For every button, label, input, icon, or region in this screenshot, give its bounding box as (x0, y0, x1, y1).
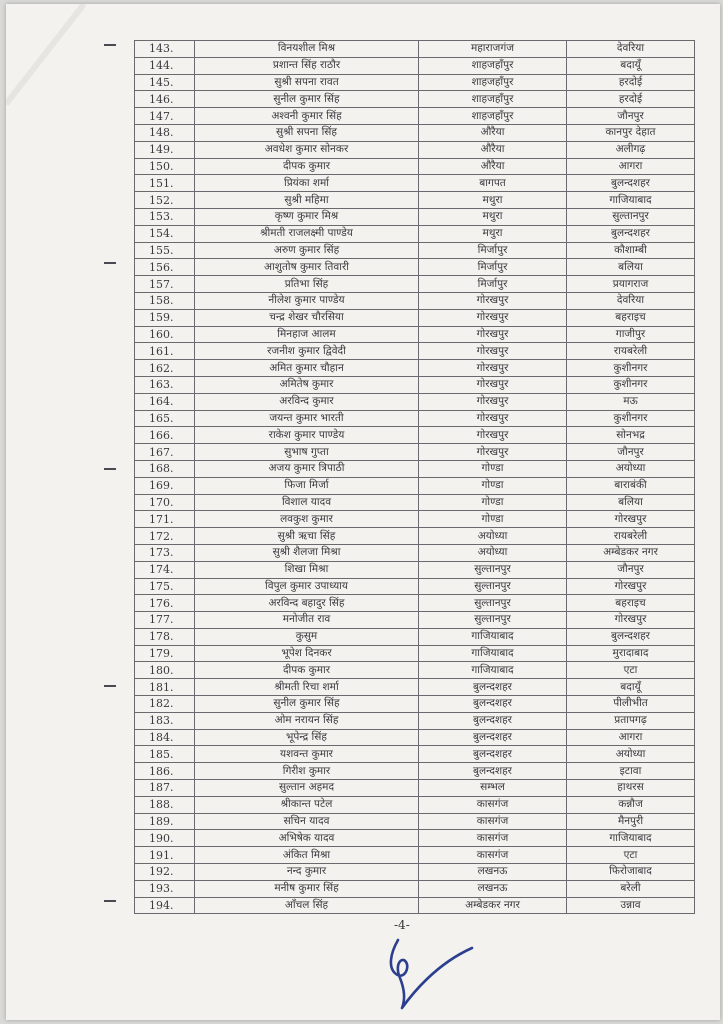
serial-number-cell: 156. (135, 259, 195, 276)
transferred-district-cell: गोरखपुर (567, 578, 695, 595)
transferred-district-cell: गोरखपुर (567, 612, 695, 629)
transferred-district-cell: एटा (567, 662, 695, 679)
transferred-district-cell: मैनपुरी (567, 813, 695, 830)
employee-name-cell: विपुल कुमार उपाध्याय (195, 578, 419, 595)
transferred-district-cell: देवरिया (567, 41, 695, 58)
table-row (135, 595, 695, 612)
transferred-district-cell: बलिया (567, 494, 695, 511)
current-district-cell: गोण्डा (419, 477, 567, 494)
transferred-district-cell: बुलन्दशहर (567, 175, 695, 192)
employee-name-cell: भूपेन्द्र सिंह (195, 729, 419, 746)
current-district-cell: गोरखपुर (419, 444, 567, 461)
current-district-cell: बुलन्दशहर (419, 729, 567, 746)
table-row (135, 41, 695, 58)
employee-name-cell: दीपक कुमार (195, 662, 419, 679)
employee-name-cell: मनीष कुमार सिंह (195, 880, 419, 897)
serial-number-cell: 170. (135, 494, 195, 511)
signature (376, 934, 486, 1014)
employee-name-cell: जयन्त कुमार भारती (195, 410, 419, 427)
margin-tick-mark (104, 900, 116, 902)
serial-number-cell: 187. (135, 780, 195, 797)
serial-number-cell: 150. (135, 158, 195, 175)
employee-name-cell: अभिषेक यादव (195, 830, 419, 847)
current-district-cell: गोण्डा (419, 460, 567, 477)
serial-number-cell: 153. (135, 208, 195, 225)
table-row (135, 141, 695, 158)
serial-number-cell: 149. (135, 141, 195, 158)
serial-number-cell: 183. (135, 712, 195, 729)
table-row (135, 427, 695, 444)
current-district-cell: अयोध्या (419, 544, 567, 561)
current-district-cell: मथुरा (419, 208, 567, 225)
current-district-cell: लखनऊ (419, 864, 567, 881)
employee-name-cell: अरविन्द बहादुर सिंह (195, 595, 419, 612)
current-district-cell: कासगंज (419, 796, 567, 813)
page-fold-crease (6, 4, 86, 114)
employee-name-cell: दीपक कुमार (195, 158, 419, 175)
table-row (135, 511, 695, 528)
transferred-district-cell: बुलन्दशहर (567, 225, 695, 242)
employee-name-cell: अरुण कुमार सिंह (195, 242, 419, 259)
employee-name-cell: सुश्री सपना रावत (195, 74, 419, 91)
table-row (135, 864, 695, 881)
employee-name-cell: शिखा मिश्रा (195, 561, 419, 578)
table-row (135, 74, 695, 91)
current-district-cell: लखनऊ (419, 880, 567, 897)
table-row (135, 696, 695, 713)
transferred-district-cell: कौशाम्बी (567, 242, 695, 259)
table-row (135, 830, 695, 847)
employee-name-cell: अजय कुमार त्रिपाठी (195, 460, 419, 477)
transferred-district-cell: कुशीनगर (567, 410, 695, 427)
serial-number-cell: 162. (135, 360, 195, 377)
margin-tick-mark (104, 262, 116, 264)
transfer-list-body (135, 41, 695, 914)
table-row (135, 763, 695, 780)
serial-number-cell: 173. (135, 544, 195, 561)
employee-name-cell: अरविन्द कुमार (195, 393, 419, 410)
serial-number-cell: 152. (135, 192, 195, 209)
page-number: -4- (394, 918, 410, 932)
transferred-district-cell: बदायूँ (567, 57, 695, 74)
employee-name-cell: सुश्री सपना सिंह (195, 124, 419, 141)
transferred-district-cell: प्रतापगढ़ (567, 712, 695, 729)
serial-number-cell: 179. (135, 645, 195, 662)
transferred-district-cell: प्रयागराज (567, 276, 695, 293)
table-row (135, 460, 695, 477)
table-row (135, 410, 695, 427)
serial-number-cell: 147. (135, 108, 195, 125)
current-district-cell: बुलन्दशहर (419, 679, 567, 696)
employee-name-cell: अवधेश कुमार सोनकर (195, 141, 419, 158)
employee-name-cell: गिरीश कुमार (195, 763, 419, 780)
table-row (135, 124, 695, 141)
employee-name-cell: विनयशील मिश्र (195, 41, 419, 58)
serial-number-cell: 145. (135, 74, 195, 91)
table-row (135, 628, 695, 645)
table-row (135, 57, 695, 74)
current-district-cell: शाहजहाँपुर (419, 108, 567, 125)
transferred-district-cell: उन्नाव (567, 897, 695, 914)
table-row (135, 444, 695, 461)
employee-name-cell: फिजा मिर्जा (195, 477, 419, 494)
margin-tick-mark (104, 44, 116, 46)
serial-number-cell: 171. (135, 511, 195, 528)
current-district-cell: गोरखपुर (419, 292, 567, 309)
employee-name-cell: सुभाष गुप्ता (195, 444, 419, 461)
table-row (135, 712, 695, 729)
current-district-cell: बुलन्दशहर (419, 696, 567, 713)
transfer-list-table (134, 40, 695, 914)
document-page (6, 4, 720, 1020)
employee-name-cell: प्रतिभा सिंह (195, 276, 419, 293)
current-district-cell: सम्भल (419, 780, 567, 797)
transferred-district-cell: मुरादाबाद (567, 645, 695, 662)
table-row (135, 729, 695, 746)
current-district-cell: औरैया (419, 141, 567, 158)
transferred-district-cell: गाजीपुर (567, 326, 695, 343)
table-row (135, 662, 695, 679)
table-row (135, 645, 695, 662)
current-district-cell: मथुरा (419, 192, 567, 209)
serial-number-cell: 192. (135, 864, 195, 881)
current-district-cell: गोरखपुर (419, 410, 567, 427)
transferred-district-cell: इटावा (567, 763, 695, 780)
table-row (135, 780, 695, 797)
table-row (135, 813, 695, 830)
serial-number-cell: 176. (135, 595, 195, 612)
table-row (135, 192, 695, 209)
table-row (135, 746, 695, 763)
serial-number-cell: 189. (135, 813, 195, 830)
serial-number-cell: 164. (135, 393, 195, 410)
transferred-district-cell: अयोध्या (567, 746, 695, 763)
transferred-district-cell: बरेली (567, 880, 695, 897)
current-district-cell: गोण्डा (419, 494, 567, 511)
current-district-cell: मथुरा (419, 225, 567, 242)
transferred-district-cell: पीलीभीत (567, 696, 695, 713)
current-district-cell: सुल्तानपुर (419, 595, 567, 612)
table-row (135, 679, 695, 696)
serial-number-cell: 172. (135, 528, 195, 545)
table-row (135, 477, 695, 494)
serial-number-cell: 161. (135, 343, 195, 360)
employee-name-cell: सुनील कुमार सिंह (195, 696, 419, 713)
employee-name-cell: चन्द्र शेखर चौरसिया (195, 309, 419, 326)
current-district-cell: गाजियाबाद (419, 662, 567, 679)
employee-name-cell: विशाल यादव (195, 494, 419, 511)
current-district-cell: शाहजहाँपुर (419, 57, 567, 74)
current-district-cell: बुलन्दशहर (419, 763, 567, 780)
serial-number-cell: 146. (135, 91, 195, 108)
transferred-district-cell: देवरिया (567, 292, 695, 309)
current-district-cell: अम्बेडकर नगर (419, 897, 567, 914)
transferred-district-cell: फिरोजाबाद (567, 864, 695, 881)
serial-number-cell: 159. (135, 309, 195, 326)
transferred-district-cell: कानपुर देहात (567, 124, 695, 141)
employee-name-cell: मिनहाज आलम (195, 326, 419, 343)
table-row (135, 393, 695, 410)
serial-number-cell: 155. (135, 242, 195, 259)
current-district-cell: गोरखपुर (419, 376, 567, 393)
transferred-district-cell: बहराइच (567, 595, 695, 612)
transferred-district-cell: कन्नौज (567, 796, 695, 813)
transferred-district-cell: अम्बेडकर नगर (567, 544, 695, 561)
current-district-cell: औरैया (419, 158, 567, 175)
transferred-district-cell: जौनपुर (567, 108, 695, 125)
transferred-district-cell: जौनपुर (567, 561, 695, 578)
transferred-district-cell: अयोध्या (567, 460, 695, 477)
current-district-cell: औरैया (419, 124, 567, 141)
transferred-district-cell: सुल्तानपुर (567, 208, 695, 225)
serial-number-cell: 186. (135, 763, 195, 780)
current-district-cell: मिर्जापुर (419, 242, 567, 259)
margin-tick-mark (104, 685, 116, 687)
employee-name-cell: सुश्री ऋचा सिंह (195, 528, 419, 545)
serial-number-cell: 166. (135, 427, 195, 444)
serial-number-cell: 175. (135, 578, 195, 595)
transferred-district-cell: हरदोई (567, 74, 695, 91)
employee-name-cell: मनोजीत राव (195, 612, 419, 629)
table-row (135, 578, 695, 595)
current-district-cell: शाहजहाँपुर (419, 91, 567, 108)
transferred-district-cell: बुलन्दशहर (567, 628, 695, 645)
serial-number-cell: 182. (135, 696, 195, 713)
employee-name-cell: यशवन्त कुमार (195, 746, 419, 763)
employee-name-cell: प्रशान्त सिंह राठौर (195, 57, 419, 74)
transferred-district-cell: कुशीनगर (567, 376, 695, 393)
current-district-cell: गोरखपुर (419, 309, 567, 326)
table-row (135, 225, 695, 242)
employee-name-cell: सुश्री शैलजा मिश्रा (195, 544, 419, 561)
table-row (135, 259, 695, 276)
transferred-district-cell: गोरखपुर (567, 511, 695, 528)
table-row (135, 544, 695, 561)
current-district-cell: गोरखपुर (419, 343, 567, 360)
transferred-district-cell: कुशीनगर (567, 360, 695, 377)
transfer-list-table-wrapper (134, 40, 694, 914)
transferred-district-cell: जौनपुर (567, 444, 695, 461)
employee-name-cell: रजनीश कुमार द्विवेदी (195, 343, 419, 360)
serial-number-cell: 194. (135, 897, 195, 914)
table-row (135, 175, 695, 192)
table-row (135, 158, 695, 175)
table-row (135, 309, 695, 326)
transferred-district-cell: बहराइच (567, 309, 695, 326)
current-district-cell: गाजियाबाद (419, 628, 567, 645)
table-row (135, 880, 695, 897)
serial-number-cell: 178. (135, 628, 195, 645)
employee-name-cell: नन्द कुमार (195, 864, 419, 881)
employee-name-cell: नीलेश कुमार पाण्डेय (195, 292, 419, 309)
serial-number-cell: 144. (135, 57, 195, 74)
current-district-cell: गाजियाबाद (419, 645, 567, 662)
transferred-district-cell: सोनभद्र (567, 427, 695, 444)
employee-name-cell: सुल्तान अहमद (195, 780, 419, 797)
employee-name-cell: अश्वनी कुमार सिंह (195, 108, 419, 125)
employee-name-cell: आशुतोष कुमार तिवारी (195, 259, 419, 276)
employee-name-cell: सुनील कुमार सिंह (195, 91, 419, 108)
transferred-district-cell: गाजियाबाद (567, 830, 695, 847)
table-row (135, 612, 695, 629)
serial-number-cell: 163. (135, 376, 195, 393)
employee-name-cell: श्रीमती राजलक्ष्मी पाण्डेय (195, 225, 419, 242)
current-district-cell: बागपत (419, 175, 567, 192)
current-district-cell: सुल्तानपुर (419, 612, 567, 629)
serial-number-cell: 177. (135, 612, 195, 629)
table-row (135, 897, 695, 914)
employee-name-cell: श्रीमती रिचा शर्मा (195, 679, 419, 696)
current-district-cell: शाहजहाँपुर (419, 74, 567, 91)
current-district-cell: मिर्जापुर (419, 276, 567, 293)
table-row (135, 292, 695, 309)
serial-number-cell: 151. (135, 175, 195, 192)
transferred-district-cell: बदायूँ (567, 679, 695, 696)
serial-number-cell: 165. (135, 410, 195, 427)
employee-name-cell: आँचल सिंह (195, 897, 419, 914)
transferred-district-cell: रायबरेली (567, 343, 695, 360)
current-district-cell: गोरखपुर (419, 360, 567, 377)
serial-number-cell: 185. (135, 746, 195, 763)
table-row (135, 343, 695, 360)
employee-name-cell: श्रीकान्त पटेल (195, 796, 419, 813)
transferred-district-cell: बाराबंकी (567, 477, 695, 494)
table-row (135, 528, 695, 545)
table-row (135, 360, 695, 377)
current-district-cell: कासगंज (419, 830, 567, 847)
employee-name-cell: सुश्री महिमा (195, 192, 419, 209)
serial-number-cell: 158. (135, 292, 195, 309)
serial-number-cell: 180. (135, 662, 195, 679)
current-district-cell: गोण्डा (419, 511, 567, 528)
table-row (135, 494, 695, 511)
serial-number-cell: 190. (135, 830, 195, 847)
margin-tick-mark (104, 468, 116, 470)
table-row (135, 242, 695, 259)
employee-name-cell: सचिन यादव (195, 813, 419, 830)
serial-number-cell: 157. (135, 276, 195, 293)
serial-number-cell: 154. (135, 225, 195, 242)
table-row (135, 847, 695, 864)
transferred-district-cell: अलीगढ़ (567, 141, 695, 158)
serial-number-cell: 143. (135, 41, 195, 58)
current-district-cell: कासगंज (419, 813, 567, 830)
current-district-cell: बुलन्दशहर (419, 746, 567, 763)
employee-name-cell: प्रियंका शर्मा (195, 175, 419, 192)
table-row (135, 796, 695, 813)
serial-number-cell: 174. (135, 561, 195, 578)
serial-number-cell: 169. (135, 477, 195, 494)
serial-number-cell: 168. (135, 460, 195, 477)
current-district-cell: गोरखपुर (419, 326, 567, 343)
transferred-district-cell: रायबरेली (567, 528, 695, 545)
serial-number-cell: 193. (135, 880, 195, 897)
employee-name-cell: भूपेश दिनकर (195, 645, 419, 662)
transferred-district-cell: मऊ (567, 393, 695, 410)
current-district-cell: कासगंज (419, 847, 567, 864)
serial-number-cell: 188. (135, 796, 195, 813)
employee-name-cell: ओम नरायन सिंह (195, 712, 419, 729)
serial-number-cell: 184. (135, 729, 195, 746)
current-district-cell: महाराजगंज (419, 41, 567, 58)
employee-name-cell: अंकित मिश्रा (195, 847, 419, 864)
table-row (135, 326, 695, 343)
employee-name-cell: अमितेष कुमार (195, 376, 419, 393)
current-district-cell: बुलन्दशहर (419, 712, 567, 729)
employee-name-cell: अमित कुमार चौहान (195, 360, 419, 377)
table-row (135, 108, 695, 125)
serial-number-cell: 167. (135, 444, 195, 461)
current-district-cell: गोरखपुर (419, 393, 567, 410)
transferred-district-cell: आगरा (567, 158, 695, 175)
current-district-cell: मिर्जापुर (419, 259, 567, 276)
current-district-cell: गोरखपुर (419, 427, 567, 444)
table-row (135, 376, 695, 393)
employee-name-cell: कृष्ण कुमार मिश्र (195, 208, 419, 225)
transferred-district-cell: हाथरस (567, 780, 695, 797)
employee-name-cell: लवकुश कुमार (195, 511, 419, 528)
table-row (135, 276, 695, 293)
employee-name-cell: कुसुम (195, 628, 419, 645)
transferred-district-cell: बलिया (567, 259, 695, 276)
serial-number-cell: 148. (135, 124, 195, 141)
serial-number-cell: 181. (135, 679, 195, 696)
table-row (135, 208, 695, 225)
transferred-district-cell: एटा (567, 847, 695, 864)
current-district-cell: अयोध्या (419, 528, 567, 545)
transferred-district-cell: आगरा (567, 729, 695, 746)
serial-number-cell: 191. (135, 847, 195, 864)
table-row (135, 91, 695, 108)
current-district-cell: सुल्तानपुर (419, 561, 567, 578)
table-row (135, 561, 695, 578)
current-district-cell: सुल्तानपुर (419, 578, 567, 595)
transferred-district-cell: गाजियाबाद (567, 192, 695, 209)
employee-name-cell: राकेश कुमार पाण्डेय (195, 427, 419, 444)
transferred-district-cell: हरदोई (567, 91, 695, 108)
serial-number-cell: 160. (135, 326, 195, 343)
